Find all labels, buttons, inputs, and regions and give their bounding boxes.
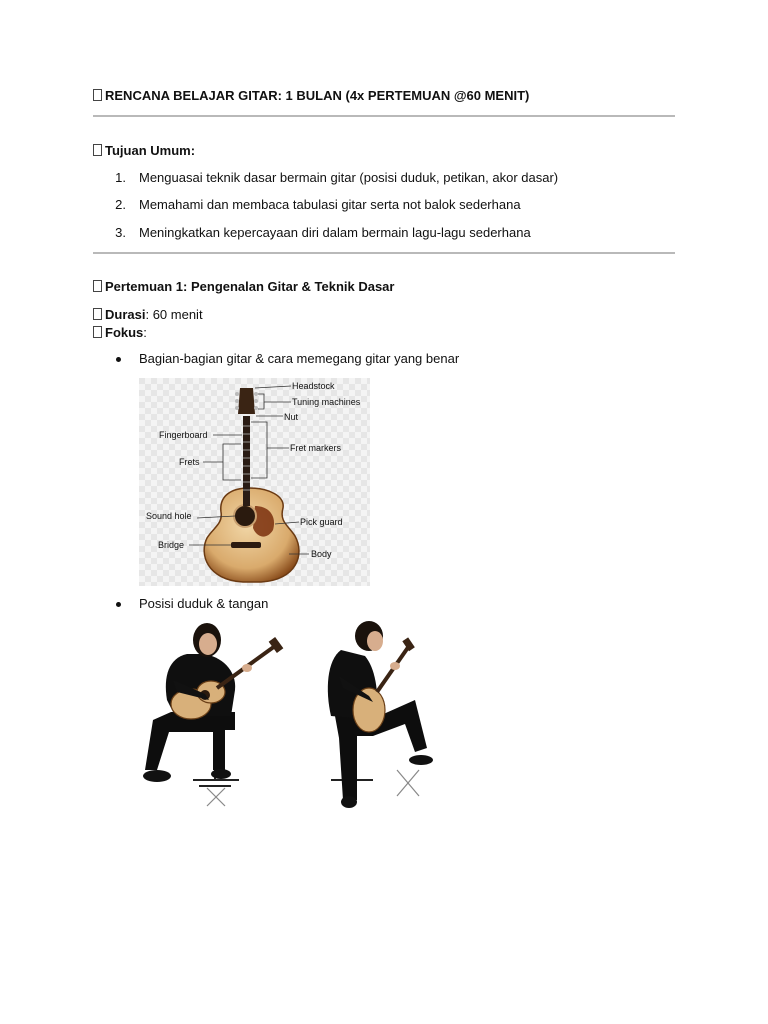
missing-glyph-icon <box>93 308 102 320</box>
goals-heading <box>93 143 195 158</box>
bullet-item: Posisi duduk & tangan <box>139 596 269 611</box>
meeting-heading-text: Pertemuan 1: Pengenalan Gitar & Teknik Dasar <box>105 279 395 294</box>
label-fingerboard: Fingerboard <box>159 430 208 440</box>
bullet-icon <box>116 602 121 607</box>
missing-glyph-icon <box>93 326 102 338</box>
duration-label: Durasi <box>105 307 146 322</box>
document-title <box>93 88 529 103</box>
label-body: Body <box>311 549 332 559</box>
guitar-sound-hole <box>234 505 256 527</box>
label-nut: Nut <box>284 412 299 422</box>
missing-glyph-icon <box>93 280 102 292</box>
guitar-headstock <box>238 388 255 414</box>
list-number: 2. <box>115 197 126 212</box>
list-item: Meningkatkan kepercayaan diri dalam bermain lagu-lagu sederhana <box>139 225 531 240</box>
missing-glyph-icon <box>93 89 102 101</box>
missing-glyph-icon <box>93 144 102 156</box>
guitar-bridge <box>231 542 261 548</box>
list-item: Memahami dan membaca tabulasi gitar serta not balok sederhana <box>139 197 521 212</box>
duration-line <box>93 307 203 322</box>
meeting-heading <box>93 279 394 294</box>
label-tuning-machines: Tuning machines <box>292 397 361 407</box>
label-frets: Frets <box>179 457 200 467</box>
label-headstock: Headstock <box>292 381 335 391</box>
duration-value: : 60 menit <box>145 307 203 322</box>
sitting-posture-illustration <box>139 620 449 812</box>
list-number: 3. <box>115 225 126 240</box>
bullet-icon <box>116 357 121 362</box>
focus-line <box>93 325 147 340</box>
goals-heading-text: Tujuan Umum: <box>105 143 196 158</box>
horizontal-rule <box>93 115 675 117</box>
label-sound-hole: Sound hole <box>146 511 192 521</box>
horizontal-rule <box>93 252 675 254</box>
list-item: Menguasai teknik dasar bermain gitar (posisi duduk, petikan, akor dasar) <box>139 170 559 185</box>
list-number: 1. <box>115 170 126 185</box>
guitar-neck <box>243 416 250 506</box>
focus-colon: : <box>143 325 147 340</box>
focus-label: Fokus <box>105 325 144 340</box>
guitar-parts-diagram <box>139 378 370 586</box>
label-pick-guard: Pick guard <box>300 517 343 527</box>
label-fret-markers: Fret markers <box>290 443 342 453</box>
label-bridge: Bridge <box>158 540 185 550</box>
bullet-item: Bagian-bagian gitar & cara memegang gitar yang benar <box>139 351 460 366</box>
document-title-text: RENCANA BELAJAR GITAR: 1 BULAN (4x PERTEMUAN @60 MENIT) <box>105 88 530 103</box>
